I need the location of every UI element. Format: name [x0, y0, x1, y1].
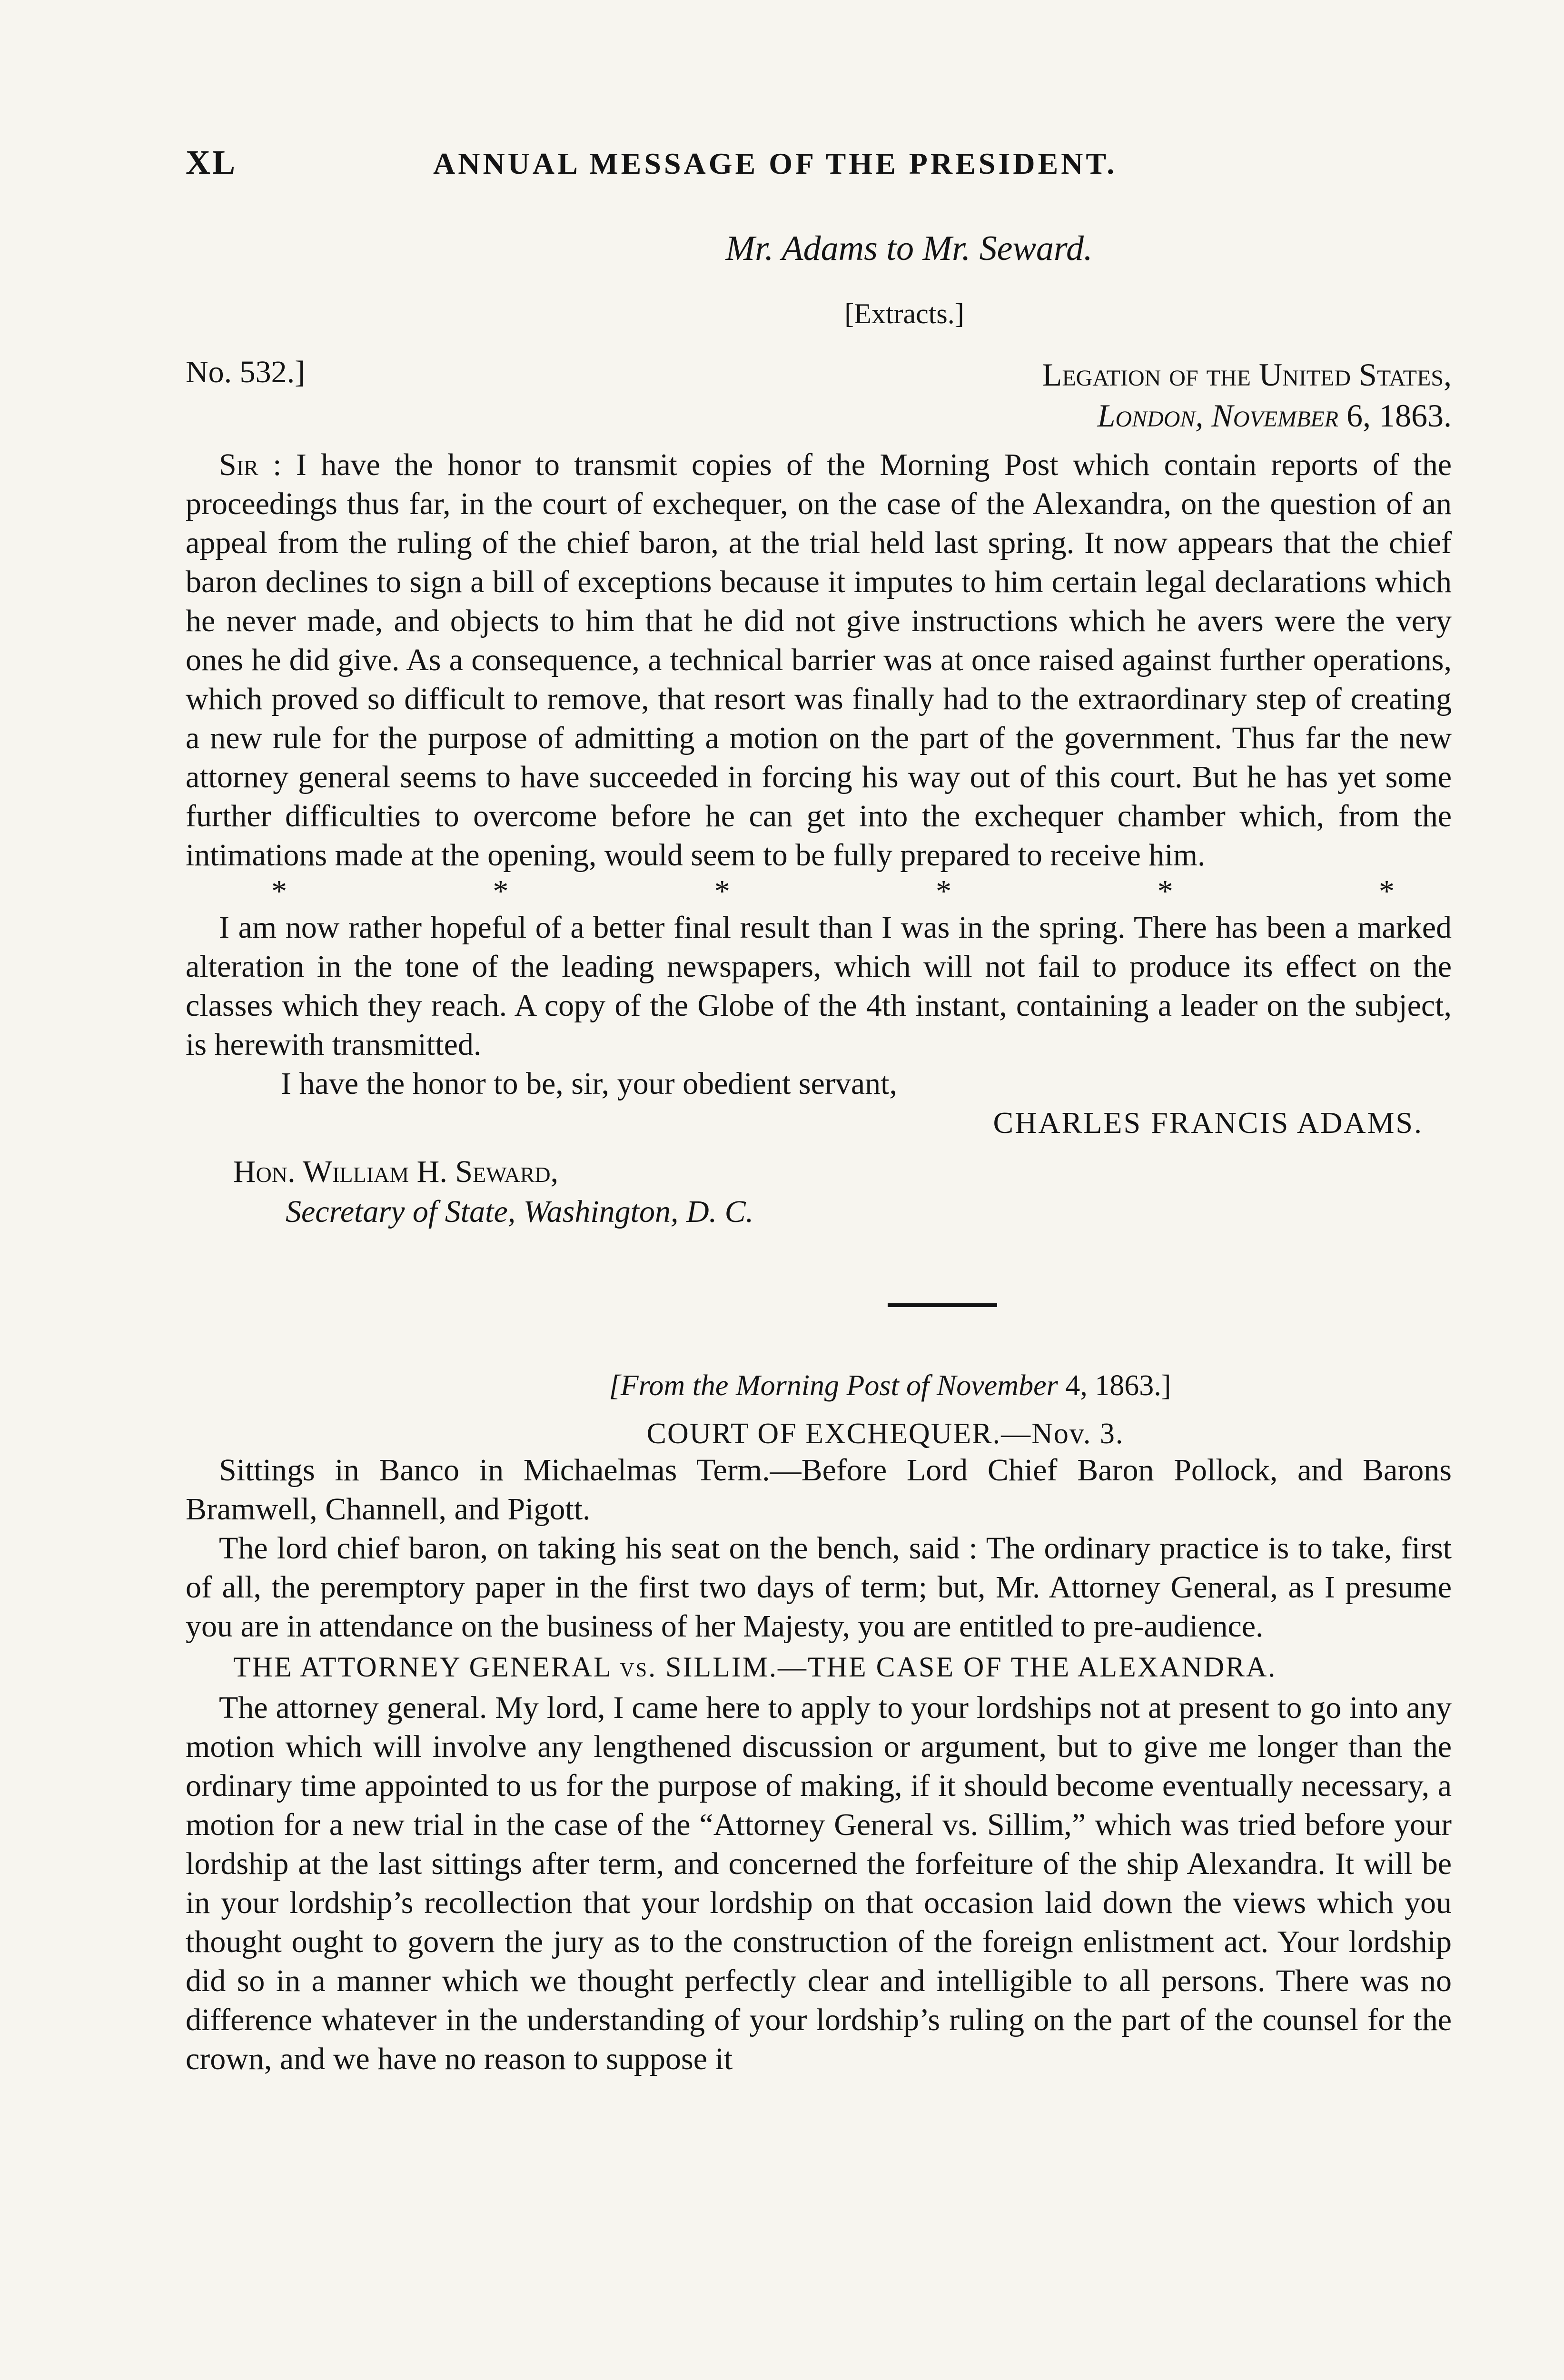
- court-heading: COURT OF EXCHEQUER.—Nov. 3.: [646, 1418, 1124, 1450]
- case-heading: THE ATTORNEY GENERAL vs. SILLIM.—THE CASE OF THE ALEXANDRA.: [233, 1651, 1277, 1683]
- star: *: [493, 874, 509, 909]
- star: *: [1378, 874, 1395, 909]
- addressee-name: Hon. William H. Seward,: [233, 1154, 559, 1189]
- omission-stars: [186, 875, 1452, 908]
- letter-title: Mr. Adams to Mr. Seward.: [725, 229, 1093, 268]
- sittings-note: Sittings in Banco in Michaelmas Term.—Before Lord Chief Baron Pollock, and Barons Bramwell, Channell, and Pigott.: [186, 1453, 1452, 1527]
- article-paragraph: The attorney general. My lord, I came here to apply to your lordships not at present to go into any motion which will involve any lengthened discussion or argument, but to give me longer than the ordinary time appointed to us for the purpose of making, if it should become eventually necessary, a motion for a new trial in the case of the “Attorney General vs. Sillim,” which was tried before your lordship at the last sittings after term, and concerned the forfeiture of the ship Alexandra. It will be in your lordship’s recollection that your lordship on that occasion laid down the views which you thought ought to govern the jury as to the construction of the foreign enlistment act. Your lordship did so in a manner which we thought perfectly clear and intelligible to all persons. There was no difference whatever in the understanding of your lordship’s ruling on the part of the counsel for the crown, and we have no reason to suppose it: [186, 1690, 1452, 2076]
- signature: CHARLES FRANCIS ADAMS.: [993, 1106, 1423, 1140]
- page-number: XL: [186, 143, 238, 181]
- legation-name: Legation of the United States,: [1042, 357, 1452, 393]
- letter-paragraph: Sir : I have the honor to transmit copies of the Morning Post which contain reports of the proceedings thus far, in the court of exchequer, on the case of the Alexandra, on the question of an appeal from the ruling of the chief baron, at the trial held last spring. It now appears that the chief baron declines to sign a bill of exceptions because it imputes to him certain legal declarations which he never made, and objects to him that he did not give instructions which he avers were the very ones he did give. As a consequence, a technical barrier was at once raised against further operations, which proved so difficult to remove, that resort was finally had to the extraordinary step of creating a new rule for the purpose of admitting a motion on the part of the government. Thus far the new attorney general seems to have succeeded in forcing his way out of this court. But he has yet some further difficulties to overcome before he can get into the exchequer chamber which, from the intimations made at the opening, would seem to be fully prepared to receive him.: [186, 447, 1452, 873]
- extracts-note: [Extracts.]: [844, 298, 964, 329]
- article-source: [From the Morning Post of November 4, 1863.]: [609, 1369, 1171, 1402]
- running-title: ANNUAL MESSAGE OF THE PRESIDENT.: [433, 147, 1118, 180]
- letter-paragraph: I am now rather hopeful of a better final result than I was in the spring. There has been a marked alteration in the tone of the leading newspapers, which will not fail to produce its effect on the classes which they reach. A copy of the Globe of the 4th instant, containing a leader on the subject, is herewith transmitted.: [186, 910, 1452, 1062]
- legation-block: [1042, 354, 1452, 436]
- place-date: London, November 6, 1863.: [1097, 397, 1452, 434]
- document-page: [186, 143, 1452, 2079]
- closing-line: I have the honor to be, sir, your obedient servant,: [281, 1066, 897, 1101]
- salutation: Sir :: [219, 447, 282, 482]
- letter-heading: [186, 354, 1452, 436]
- star: *: [936, 874, 952, 909]
- page-header: [186, 143, 1452, 195]
- addressee-title: Secretary of State, Washington, D. C.: [286, 1194, 754, 1229]
- article-paragraph: The lord chief baron, on taking his seat on the bench, said : The ordinary practice is to take, first of all, the peremptory paper in the first two days of term; but, Mr. Attorney General, as I presume you are in attendance on the business of her Majesty, you are entitled to pre-audience.: [186, 1531, 1452, 1644]
- star: *: [1157, 874, 1173, 909]
- section-divider: [888, 1303, 997, 1307]
- star: *: [714, 874, 730, 909]
- star: *: [271, 874, 287, 909]
- addressee-block: [233, 1152, 1452, 1232]
- dispatch-number: No. 532.]: [186, 355, 306, 389]
